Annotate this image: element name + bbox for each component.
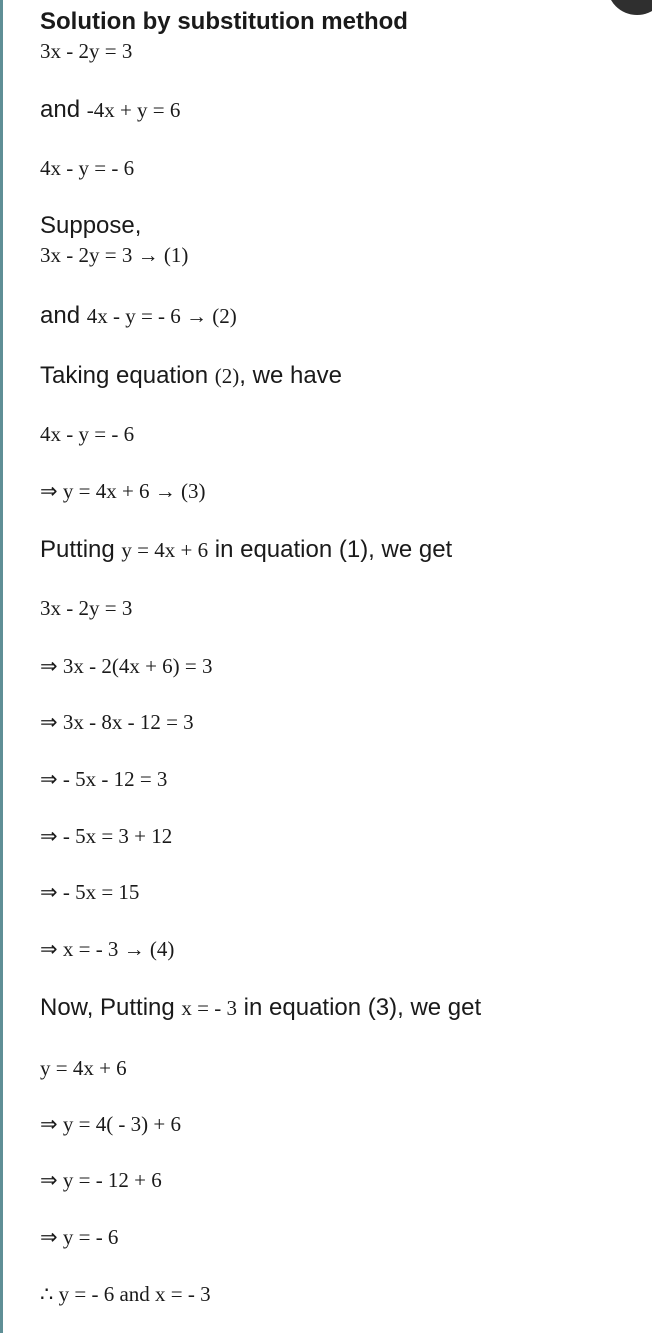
line-math: (2) [214, 364, 240, 388]
solution-line [40, 98, 180, 122]
solution-line [40, 245, 188, 266]
solution-line [40, 1227, 118, 1248]
solution-line [40, 939, 174, 960]
line-math: y = 4x + 6 [121, 538, 209, 562]
line-math: 3x - 2y = 3 [40, 39, 133, 63]
line-math: 3x - 2y = 3 [40, 596, 133, 620]
solution-line [40, 1058, 127, 1079]
line-math: ⇒ 3x - 2(4x + 6) = 3 [40, 654, 213, 678]
line-text: Putting [40, 536, 122, 563]
solution-line [40, 712, 194, 733]
line-math: ⇒ 3x - 8x - 12 = 3 [40, 710, 194, 734]
solution-line [40, 656, 213, 677]
line-math: 4x - y = - 6 → (2) [86, 304, 237, 328]
line-text: Now, Putting [40, 994, 182, 1021]
line-text: and [40, 96, 87, 123]
line-math: 4x - y = - 6 [40, 422, 135, 446]
line-text: in equation (3), we get [237, 994, 482, 1021]
line-math: ∴ y = - 6 and x = - 3 [40, 1282, 211, 1306]
solution-line [40, 826, 172, 847]
solution-line [40, 1284, 211, 1305]
line-math: ⇒ y = - 12 + 6 [40, 1168, 162, 1192]
solution-line [40, 41, 132, 62]
solution-line [40, 1114, 181, 1135]
line-math: ⇒ - 5x = 15 [40, 880, 140, 904]
line-math: y = 4x + 6 [40, 1056, 127, 1080]
solution-line [40, 769, 167, 790]
line-text: , we have [239, 362, 343, 389]
solution-line [40, 214, 141, 238]
line-math: ⇒ x = - 3 → (4) [40, 937, 175, 961]
left-border [0, 0, 3, 1333]
solution-line [40, 882, 139, 903]
line-math: ⇒ y = 4( - 3) + 6 [40, 1112, 182, 1136]
line-math: 4x - y = - 6 [40, 156, 135, 180]
line-math: x = - 3 [181, 996, 238, 1020]
solution-line [40, 996, 481, 1020]
line-text: Taking equation [40, 362, 215, 389]
line-math: ⇒ y = 4x + 6 → (3) [40, 479, 206, 503]
corner-badge [607, 0, 652, 15]
line-math: ⇒ - 5x - 12 = 3 [40, 767, 168, 791]
line-math: -4x + y = 6 [86, 98, 181, 122]
solution-line [40, 424, 134, 445]
line-text: in equation (1), we get [208, 536, 453, 563]
solution-line [40, 1170, 162, 1191]
line-math: 3x - 2y = 3 → (1) [40, 243, 189, 267]
solution-line [40, 598, 132, 619]
line-text: Suppose, [40, 212, 142, 239]
solution-title: Solution by substitution method [40, 8, 408, 35]
line-math: ⇒ - 5x = 3 + 12 [40, 824, 173, 848]
solution-line [40, 304, 237, 328]
solution-line [40, 158, 134, 179]
solution-line [40, 538, 452, 562]
line-math: ⇒ y = - 6 [40, 1225, 119, 1249]
solution-line [40, 481, 206, 502]
line-text: and [40, 302, 87, 329]
solution-line [40, 364, 342, 388]
